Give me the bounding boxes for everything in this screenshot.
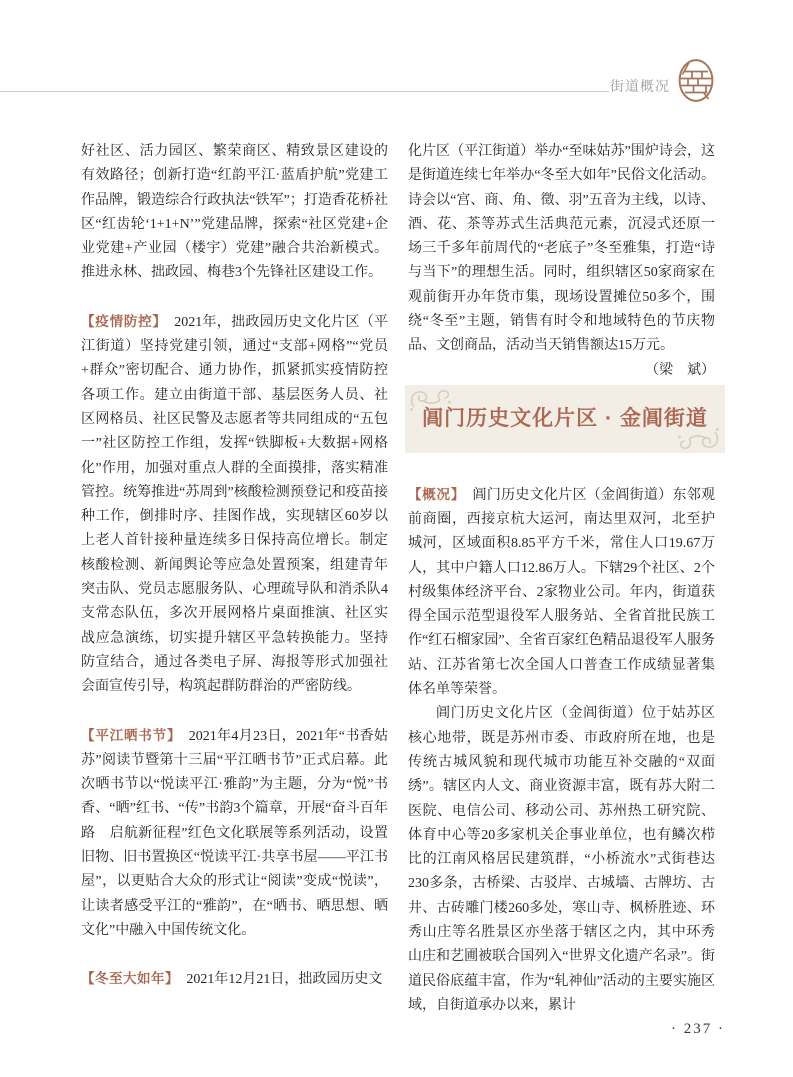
byline: （梁 斌） bbox=[645, 362, 715, 378]
header-section-label: 街道概况 bbox=[610, 78, 670, 94]
flourish-ornament-icon bbox=[407, 387, 453, 413]
district-section-title: 阊门历史文化片区 · 金阊街道 bbox=[422, 406, 708, 430]
section-label: 【疫情防控】 bbox=[81, 313, 167, 329]
section-label: 【平江晒书节】 bbox=[81, 727, 182, 743]
entry-epidemic-control bbox=[81, 310, 388, 700]
page-number: · 237 · bbox=[671, 1021, 725, 1037]
section-label: 【冬至大如年】 bbox=[81, 971, 179, 987]
flourish-ornament-icon bbox=[676, 426, 722, 452]
paragraph-text: 好社区、活力园区、繁荣商区、精致景区建设的有效路径；创新打造“红韵平江·蓝盾护航”党建工作品牌，锻造综合行政执法“铁军”；打造香花桥社区“红齿轮‘1+1+N’”党建品牌，探索“社区党建+企业党建+产业园（楼宇）党建”融合共治新模式。推进永林、拙政园、梅巷3个先锋社区建设工作。 bbox=[81, 144, 388, 281]
lattice-seal-icon bbox=[678, 58, 714, 103]
paragraph bbox=[408, 702, 715, 1018]
entry-winter-solstice bbox=[81, 967, 388, 992]
paragraph-continuation bbox=[81, 140, 388, 286]
entry-overview bbox=[408, 483, 715, 703]
header-rule bbox=[0, 91, 609, 92]
paragraph-text: 2021年12月21日，拙政园历史文 bbox=[186, 972, 383, 988]
paragraph-text: 阊门历史文化片区（金阊街道）东邻观前商圈，西接京杭大运河，南达里双河，北至护城河，区域面积8.85平方千米，常住人口19.67万人，其中户籍人口12.86万人。下辖29个社区、2个村级集体经济平台、2家物业公司。年内，街道获得全国示范型退役军人服务站、全省首批民族工作“红石榴家园”、全省百家红色精品退役军人服务站、江苏省第七次全国人口普查工作成绩显著集体名单等荣誉。 bbox=[408, 487, 716, 698]
paragraph-text: 阊门历史文化片区（金阊街道）位于姑苏区核心地带，既是苏州市委、市政府所在地，也是传统古城风貌和现代城市功能互补交融的“双面绣”。辖区内人文、商业资源丰富，既有苏大附二医院、电信公司、移动公司、苏州热工研究院、体育中心等20多家机关企事业单位，也有鳞次栉比的江南风格居民建筑群，“小桥流水”式街巷达230多条，古桥梁、古驳岸、古城墙、古牌坊、古井、古砖雕门楼260多处，寒山寺、枫桥胜迹、环秀山庄等名胜景区亦坐落于辖区之内，其中环秀山庄和艺圃被联合国列入“世界文化遗产名录”。街道民俗底蕴丰富，作为“轧神仙”活动的主要实施区域，自街道承办以来，累计 bbox=[408, 706, 715, 1013]
paragraph-text: 化片区（平江街道）举办“至味姑苏”围炉诗会，这是街道连续七年举办“冬至大如年”民俗文化活动。诗会以“宫、商、角、徵、羽”五音为主线，以诗、酒、花、茶等苏式生活典范元素，沉浸式还原一场三千多年前周代的“老底子”冬至雅集，打造“诗与当下”的理想生活。同时，组织辖区50家商家在观前街开办年货市集，现场设置摊位50多个，围绕“冬至”主题，销售有时令和地域特色的节庆物品、文创商品，活动当天销售额达15万元。 bbox=[408, 144, 715, 354]
section-banner bbox=[405, 385, 725, 453]
paragraph-text: 2021年4月23日，2021年“书香姑苏”阅读节暨第十三届“平江晒书节”正式启幕。此次晒书节以“悦读平江·雅韵”为主题，分为“悦”书香、“晒”红书、“传”书韵3个篇章，开展“奋斗百年路 启航新征程”红色文化联展等系列活动，设置旧物、旧书置换区“悦读平江·共享书屋——平江书屋”，以更贴合大众的形式让“阅读”变成“悦读”，让读者感受平江的“雅韵”，在“晒书、晒思想、晒文化”中融入中国传统文化。 bbox=[81, 728, 388, 938]
left-column bbox=[81, 140, 388, 993]
entry-pingjiang-book-festival bbox=[81, 724, 388, 944]
right-column bbox=[408, 140, 715, 1018]
paragraph-continuation bbox=[408, 140, 715, 378]
section-label: 【概况】 bbox=[408, 486, 466, 502]
paragraph-text: 2021年，拙政园历史文化片区（平江街道）坚持党建引领，通过“支部+网格”“党员+群众”密切配合、通力协作，抓紧抓实疫情防控各项工作。建立由街道干部、基层医务人员、社区网格员、社区民警及志愿者等共同组成的“五包一”社区防控工作组，发挥“铁脚板+大数据+网格化”作用，加强对重点人群的全面摸排，落实精准管控。统筹推进“苏周到”核酸检测预登记和疫苗接种工作，倒排时序、挂图作战，实现辖区60岁以上老人首针接种量连续多日保持高位增长。制定核酸检测、新闻舆论等应急处置预案，组建青年突击队、党员志愿服务队、心理疏导队和消杀队4支常态队伍，多次开展网格片桌面推演、社区实战应急演练，切实提升辖区平急转换能力。坚持防宣结合，通过各类电子屏、海报等形式加强社会面宣传引导，构筑起群防群治的严密防线。 bbox=[81, 314, 389, 695]
